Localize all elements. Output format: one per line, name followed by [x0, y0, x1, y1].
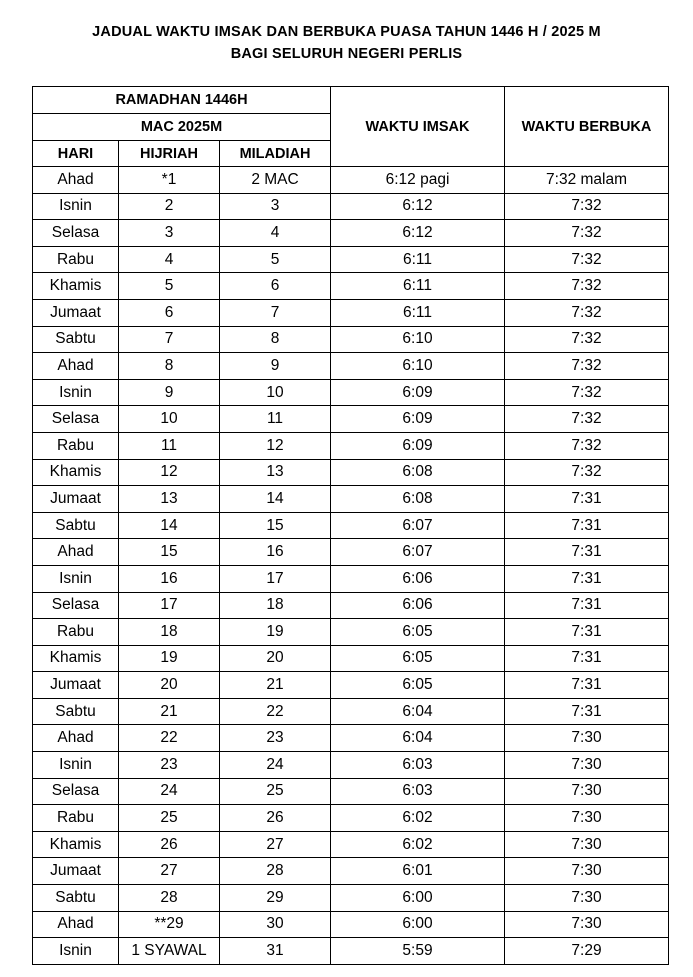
- cell-imsak: 6:05: [331, 645, 505, 672]
- table-row: [33, 246, 669, 273]
- cell-berbuka: 7:31: [505, 539, 669, 566]
- cell-hijriah: 13: [119, 486, 220, 513]
- cell-berbuka: 7:32: [505, 220, 669, 247]
- cell-hari: Sabtu: [33, 698, 119, 725]
- cell-imsak: 6:12 pagi: [331, 167, 505, 194]
- cell-hari: Ahad: [33, 353, 119, 380]
- cell-berbuka: 7:30: [505, 805, 669, 832]
- cell-hijriah: 22: [119, 725, 220, 752]
- cell-imsak: 6:11: [331, 299, 505, 326]
- cell-imsak: 5:59: [331, 938, 505, 965]
- cell-berbuka: 7:32: [505, 379, 669, 406]
- cell-hijriah: 7: [119, 326, 220, 353]
- cell-miladiah: 27: [220, 831, 331, 858]
- cell-miladiah: 2 MAC: [220, 167, 331, 194]
- cell-miladiah: 13: [220, 459, 331, 486]
- cell-hari: Rabu: [33, 805, 119, 832]
- table-row: [33, 432, 669, 459]
- cell-imsak: 6:00: [331, 885, 505, 912]
- cell-berbuka: 7:31: [505, 645, 669, 672]
- cell-hari: Isnin: [33, 193, 119, 220]
- table-row: [33, 672, 669, 699]
- table-row: [33, 725, 669, 752]
- cell-berbuka: 7:32: [505, 273, 669, 300]
- cell-miladiah: 28: [220, 858, 331, 885]
- cell-hijriah: 3: [119, 220, 220, 247]
- cell-hijriah: 28: [119, 885, 220, 912]
- cell-berbuka: 7:29: [505, 938, 669, 965]
- header-waktu-berbuka: WAKTU BERBUKA: [505, 87, 669, 167]
- cell-miladiah: 26: [220, 805, 331, 832]
- cell-imsak: 6:10: [331, 353, 505, 380]
- cell-berbuka: 7:30: [505, 778, 669, 805]
- table-row: [33, 911, 669, 938]
- cell-hari: Isnin: [33, 379, 119, 406]
- cell-berbuka: 7:30: [505, 911, 669, 938]
- cell-berbuka: 7:32: [505, 432, 669, 459]
- cell-hari: Jumaat: [33, 299, 119, 326]
- table-row: [33, 778, 669, 805]
- cell-hari: Selasa: [33, 220, 119, 247]
- header-miladiah: MILADIAH: [220, 141, 331, 167]
- cell-hijriah: 24: [119, 778, 220, 805]
- cell-imsak: 6:08: [331, 486, 505, 513]
- cell-hari: Isnin: [33, 565, 119, 592]
- page-title: JADUAL WAKTU IMSAK DAN BERBUKA PUASA TAHUN 1446 H / 2025 M: [92, 24, 601, 40]
- cell-hijriah: 17: [119, 592, 220, 619]
- cell-berbuka: 7:31: [505, 672, 669, 699]
- table-row: [33, 406, 669, 433]
- cell-hari: Selasa: [33, 592, 119, 619]
- cell-hari: Jumaat: [33, 672, 119, 699]
- cell-miladiah: 6: [220, 273, 331, 300]
- cell-imsak: 6:04: [331, 725, 505, 752]
- cell-imsak: 6:03: [331, 752, 505, 779]
- cell-berbuka: 7:32 malam: [505, 167, 669, 194]
- table-row: [33, 805, 669, 832]
- cell-miladiah: 29: [220, 885, 331, 912]
- cell-hari: Selasa: [33, 778, 119, 805]
- cell-miladiah: 16: [220, 539, 331, 566]
- cell-miladiah: 19: [220, 619, 331, 646]
- cell-miladiah: 14: [220, 486, 331, 513]
- cell-hari: Rabu: [33, 246, 119, 273]
- cell-imsak: 6:06: [331, 565, 505, 592]
- cell-miladiah: 10: [220, 379, 331, 406]
- table-row: [33, 592, 669, 619]
- table-row: [33, 539, 669, 566]
- cell-imsak: 6:09: [331, 406, 505, 433]
- table-row: [33, 379, 669, 406]
- cell-imsak: 6:02: [331, 831, 505, 858]
- cell-berbuka: 7:30: [505, 752, 669, 779]
- cell-hijriah: 14: [119, 512, 220, 539]
- cell-imsak: 6:11: [331, 273, 505, 300]
- cell-miladiah: 9: [220, 353, 331, 380]
- cell-imsak: 6:11: [331, 246, 505, 273]
- cell-hari: Sabtu: [33, 512, 119, 539]
- cell-berbuka: 7:32: [505, 326, 669, 353]
- cell-berbuka: 7:31: [505, 698, 669, 725]
- page-subtitle: BAGI SELURUH NEGERI PERLIS: [230, 46, 463, 62]
- cell-miladiah: 22: [220, 698, 331, 725]
- cell-miladiah: 18: [220, 592, 331, 619]
- cell-imsak: 6:02: [331, 805, 505, 832]
- cell-hijriah: *1: [119, 167, 220, 194]
- cell-hijriah: 12: [119, 459, 220, 486]
- cell-imsak: 6:06: [331, 592, 505, 619]
- cell-berbuka: 7:32: [505, 299, 669, 326]
- cell-hijriah: 10: [119, 406, 220, 433]
- cell-hari: Jumaat: [33, 486, 119, 513]
- cell-miladiah: 31: [220, 938, 331, 965]
- table-row: [33, 858, 669, 885]
- cell-hari: Sabtu: [33, 326, 119, 353]
- table-row: [33, 885, 669, 912]
- table-row: [33, 459, 669, 486]
- cell-miladiah: 3: [220, 193, 331, 220]
- cell-berbuka: 7:32: [505, 353, 669, 380]
- cell-miladiah: 25: [220, 778, 331, 805]
- cell-hijriah: 26: [119, 831, 220, 858]
- cell-hijriah: 8: [119, 353, 220, 380]
- cell-hijriah: 5: [119, 273, 220, 300]
- header-hari: HARI: [33, 141, 119, 167]
- cell-imsak: 6:08: [331, 459, 505, 486]
- cell-hari: Khamis: [33, 831, 119, 858]
- schedule-table-body: [33, 167, 669, 965]
- table-row: [33, 220, 669, 247]
- cell-berbuka: 7:30: [505, 725, 669, 752]
- cell-hijriah: 6: [119, 299, 220, 326]
- cell-berbuka: 7:31: [505, 512, 669, 539]
- cell-hijriah: 4: [119, 246, 220, 273]
- cell-berbuka: 7:30: [505, 831, 669, 858]
- cell-hari: Khamis: [33, 645, 119, 672]
- cell-miladiah: 20: [220, 645, 331, 672]
- cell-hari: Khamis: [33, 273, 119, 300]
- cell-imsak: 6:09: [331, 379, 505, 406]
- table-row: [33, 326, 669, 353]
- cell-berbuka: 7:32: [505, 459, 669, 486]
- cell-miladiah: 15: [220, 512, 331, 539]
- cell-hari: Ahad: [33, 539, 119, 566]
- cell-hari: Jumaat: [33, 858, 119, 885]
- cell-berbuka: 7:31: [505, 592, 669, 619]
- cell-hijriah: 11: [119, 432, 220, 459]
- cell-berbuka: 7:30: [505, 858, 669, 885]
- table-row: [33, 619, 669, 646]
- cell-miladiah: 11: [220, 406, 331, 433]
- cell-hijriah: 19: [119, 645, 220, 672]
- cell-miladiah: 12: [220, 432, 331, 459]
- cell-miladiah: 4: [220, 220, 331, 247]
- cell-imsak: 6:10: [331, 326, 505, 353]
- cell-hijriah: 25: [119, 805, 220, 832]
- cell-hijriah: 20: [119, 672, 220, 699]
- cell-imsak: 6:05: [331, 619, 505, 646]
- cell-hari: Isnin: [33, 938, 119, 965]
- cell-hijriah: 23: [119, 752, 220, 779]
- cell-berbuka: 7:32: [505, 246, 669, 273]
- cell-imsak: 6:03: [331, 778, 505, 805]
- cell-miladiah: 17: [220, 565, 331, 592]
- cell-hari: Ahad: [33, 725, 119, 752]
- cell-hijriah: 21: [119, 698, 220, 725]
- cell-imsak: 6:07: [331, 512, 505, 539]
- table-row: [33, 645, 669, 672]
- cell-miladiah: 21: [220, 672, 331, 699]
- table-row: [33, 938, 669, 965]
- cell-miladiah: 23: [220, 725, 331, 752]
- table-row: [33, 565, 669, 592]
- table-row: [33, 273, 669, 300]
- table-row: [33, 831, 669, 858]
- cell-miladiah: 24: [220, 752, 331, 779]
- schedule-table: [32, 86, 669, 965]
- cell-imsak: 6:05: [331, 672, 505, 699]
- cell-imsak: 6:04: [331, 698, 505, 725]
- cell-berbuka: 7:31: [505, 486, 669, 513]
- cell-hijriah: 27: [119, 858, 220, 885]
- cell-imsak: 6:00: [331, 911, 505, 938]
- cell-hari: Ahad: [33, 911, 119, 938]
- cell-imsak: 6:09: [331, 432, 505, 459]
- cell-hijriah: 1 SYAWAL: [119, 938, 220, 965]
- cell-hijriah: 16: [119, 565, 220, 592]
- cell-imsak: 6:12: [331, 220, 505, 247]
- cell-imsak: 6:01: [331, 858, 505, 885]
- cell-hari: Selasa: [33, 406, 119, 433]
- table-row: [33, 698, 669, 725]
- cell-hijriah: **29: [119, 911, 220, 938]
- cell-miladiah: 5: [220, 246, 331, 273]
- cell-berbuka: 7:30: [505, 885, 669, 912]
- cell-berbuka: 7:32: [505, 406, 669, 433]
- cell-hari: Ahad: [33, 167, 119, 194]
- cell-berbuka: 7:31: [505, 565, 669, 592]
- cell-hari: Khamis: [33, 459, 119, 486]
- cell-hijriah: 2: [119, 193, 220, 220]
- cell-miladiah: 7: [220, 299, 331, 326]
- cell-imsak: 6:07: [331, 539, 505, 566]
- cell-hijriah: 18: [119, 619, 220, 646]
- cell-imsak: 6:12: [331, 193, 505, 220]
- cell-hijriah: 15: [119, 539, 220, 566]
- cell-hari: Isnin: [33, 752, 119, 779]
- table-row: [33, 299, 669, 326]
- table-row: [33, 353, 669, 380]
- header-mac: MAC 2025M: [33, 114, 331, 141]
- cell-miladiah: 30: [220, 911, 331, 938]
- table-row: [33, 752, 669, 779]
- table-row: [33, 167, 669, 194]
- cell-berbuka: 7:32: [505, 193, 669, 220]
- schedule-table-header: [33, 87, 669, 167]
- header-waktu-imsak: WAKTU IMSAK: [331, 87, 505, 167]
- table-row: [33, 193, 669, 220]
- header-ramadhan: RAMADHAN 1446H: [33, 87, 331, 114]
- cell-miladiah: 8: [220, 326, 331, 353]
- cell-hari: Sabtu: [33, 885, 119, 912]
- cell-berbuka: 7:31: [505, 619, 669, 646]
- table-row: [33, 512, 669, 539]
- cell-hijriah: 9: [119, 379, 220, 406]
- cell-hari: Rabu: [33, 432, 119, 459]
- table-row: [33, 486, 669, 513]
- cell-hari: Rabu: [33, 619, 119, 646]
- header-hijriah: HIJRIAH: [119, 141, 220, 167]
